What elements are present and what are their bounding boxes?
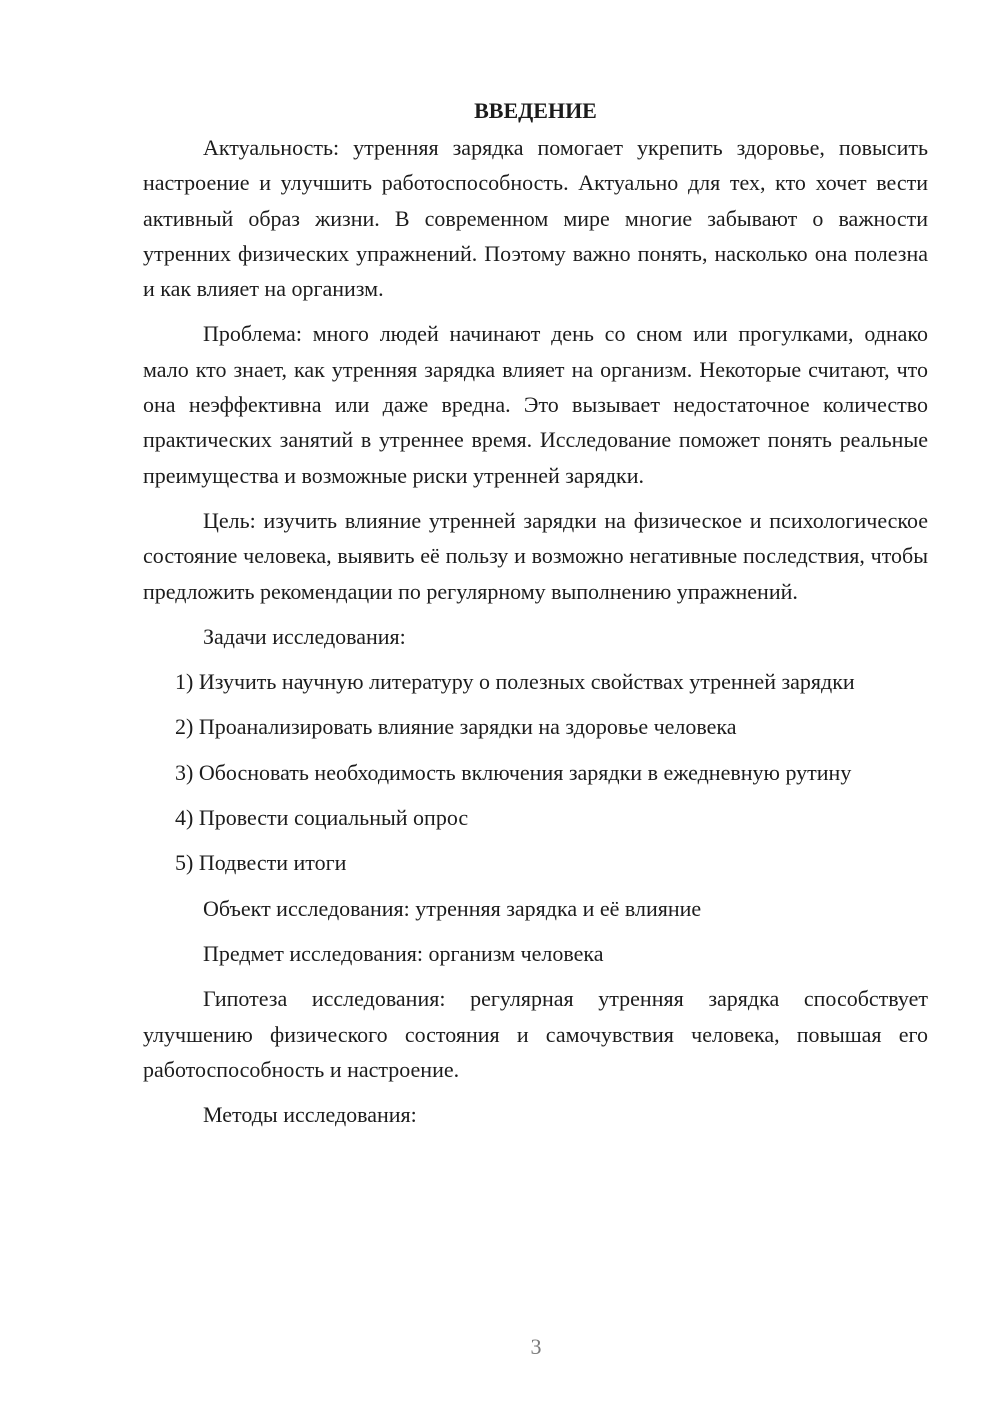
- task-item-4: 4) Провести социальный опрос: [175, 805, 469, 831]
- task-item-3: 3) Обосновать необходимость включения зарядки в ежедневную рутину: [175, 759, 852, 785]
- paragraph-methods: Методы исследования:: [203, 1102, 417, 1128]
- paragraph-problem: Проблема: много людей начинают день со сном или прогулками, однако мало кто знает, как утренняя зарядка влияет на организм. Некоторые считают, что она неэффективна или даже вредна. Это вызывает недостаточное количество практических занятий в утреннее время. Исследование поможет понять реальные преимущества и возможные риски утренней зарядки.: [143, 321, 928, 488]
- paragraph-goal: Цель: изучить влияние утренней зарядки на физическое и психологическое состояние человека, выявить её пользу и возможно негативные последствия, чтобы предложить рекомендации по регулярному выполнению упражнений.: [143, 507, 928, 604]
- page-content: [143, 96, 928, 1142]
- paragraph-relevance: Актуальность: утренняя зарядка помогает укрепить здоровье, повысить настроение и улучшить работоспособность. Актуально для тех, кто хочет вести активный образ жизни. В современном мире многие забывают о важности утренних физических упражнений. Поэтому важно понять, насколько она полезна и как влияет на организм.: [143, 135, 928, 302]
- paragraph-object: Объект исследования: утренняя зарядка и её влияние: [203, 895, 702, 921]
- paragraph-subject: Предмет исследования: организм человека: [203, 940, 604, 966]
- tasks-title: Задачи исследования:: [203, 623, 406, 649]
- task-item-5: 5) Подвести итоги: [175, 850, 347, 876]
- task-item-1: 1) Изучить научную литературу о полезных свойствах утренней зарядки: [175, 669, 855, 695]
- page-number: 3: [530, 1334, 542, 1359]
- page-heading: ВВЕДЕНИЕ: [474, 98, 597, 123]
- paragraph-hypothesis: Гипотеза исследования: регулярная утренняя зарядка способствует улучшению физического состояния и самочувствия человека, повышая его работоспособность и настроение.: [143, 986, 928, 1082]
- task-item-2: 2) Проанализировать влияние зарядки на здоровье человека: [175, 714, 737, 740]
